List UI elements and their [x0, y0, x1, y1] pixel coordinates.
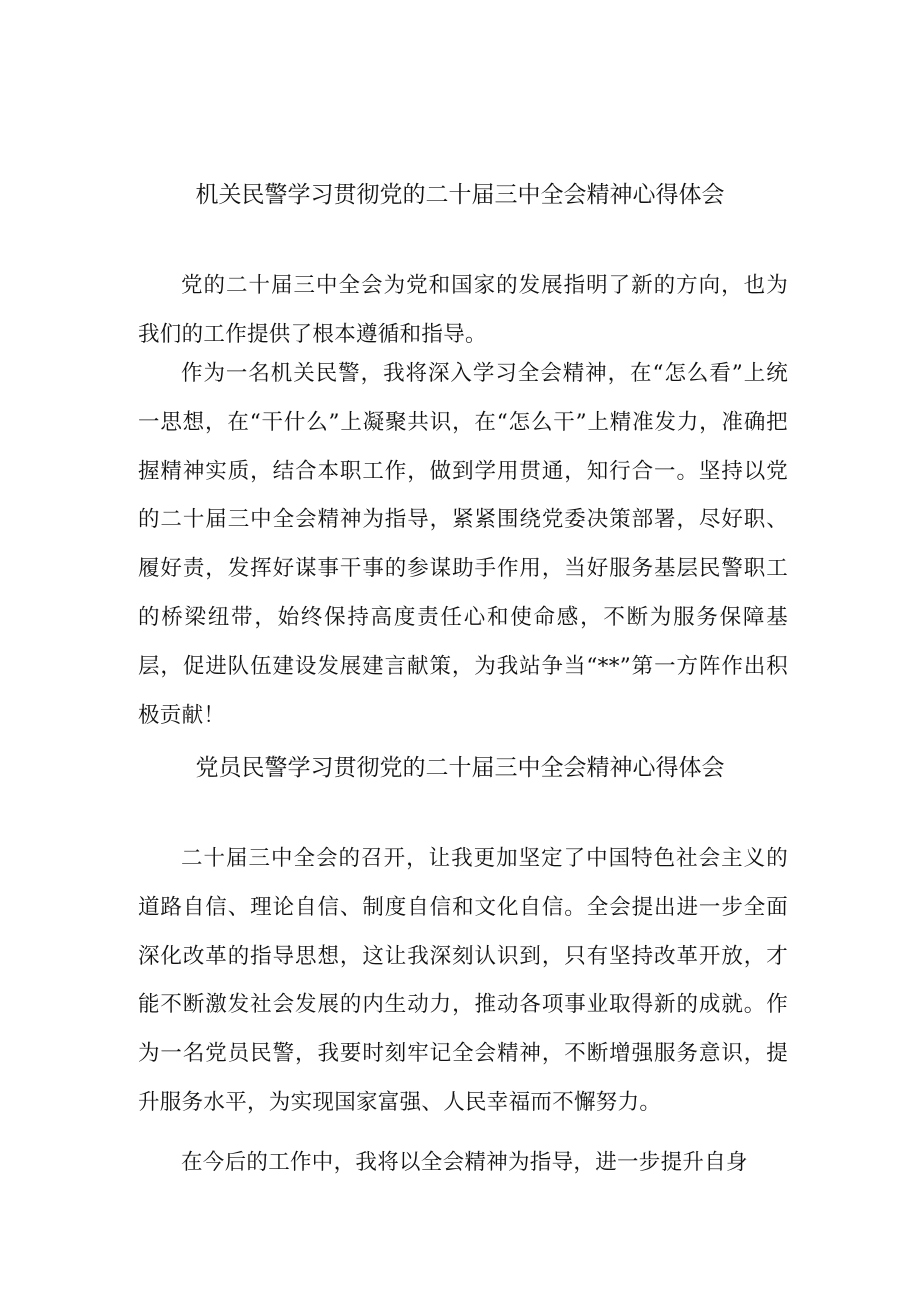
section-1-paragraph-2: 作为一名机关民警，我将深入学习全会精神，在“怎么看”上统一思想，在“干什么”上凝聚共识，在“怎么干”上精准发力，准确把握精神实质，结合本职工作，做到学用贯通，知行合一。坚持以党的二十届三中全会精神为指导，紧紧围绕党委决策部署，尽好职、履好责，发挥好谋事干事的参谋助手作用，当好服务基层民警职工的桥梁纽带，始终保持高度责任心和使命感，不断为服务保障基层，促进队伍建设发展建言献策，为我站争当“**”第一方阵作出积极贡献！: [138, 361, 788, 728]
section-1-paragraph-1: 党的二十届三中全会为党和国家的发展指明了新的方向，也为我们的工作提供了根本遵循和指导。: [138, 273, 788, 347]
section-2-paragraph-1: 二十届三中全会的召开，让我更加坚定了中国特色社会主义的道路自信、理论自信、制度自信和文化自信。全会提出进一步全面深化改革的指导思想，这让我深刻认识到，只有坚持改革开放，才能不断激发社会发展的内生动力，推动各项事业取得新的成就。作为一名党员民警，我要时刻牢记全会精神，不断增强服务意识，提升服务水平，为实现国家富强、人民幸福而不懈努力。: [138, 846, 788, 1115]
section-2-paragraph-2: 在今后的工作中，我将以全会精神为指导，进一步提升自身: [181, 1150, 748, 1175]
section-1-title: 机关民警学习贯彻党的二十届三中全会精神心得体会: [195, 182, 725, 208]
section-2-title: 党员民警学习贯彻党的二十届三中全会精神心得体会: [195, 755, 725, 781]
